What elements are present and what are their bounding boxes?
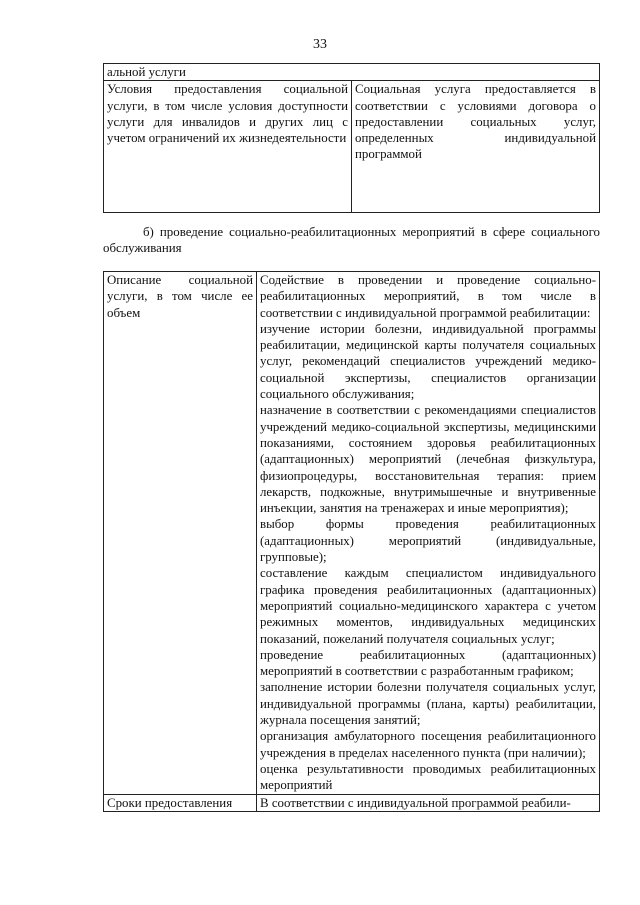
conditions-label: Условия предоставления социальной услуги, в том числе условия доступности услуги для инвалидов и других лиц с учетом ограничений их жизнедеятельности [104,81,352,213]
table-row [104,794,600,811]
description-paragraphs [260,272,596,794]
terms-label: Сроки предоставления [104,794,257,811]
description-paragraph: заполнение истории болезни получателя социальных услуг, индивидуальной программы (плана, карты) реабилитации, журнала посещения занятий; [260,680,596,728]
description-paragraph: Содействие в проведении и проведение социально-реабилитационных мероприятий, в том числе в соответствии с индивидуальной программой реабилитации: [260,273,596,320]
description-value [257,272,600,795]
description-paragraph: организация амбулаторного посещения реабилитационного учреждения в пределах населенного пункта (при наличии); [260,729,596,760]
section-heading: б) проведение социально-реабилитационных мероприятий в сфере социального обслуживания [103,225,600,256]
description-paragraph: выбор формы проведения реабилитационных (адаптационных) мероприятий (индивидуальные, групповые); [260,517,596,565]
page-number: 33 [313,37,327,52]
continuation-label: альной услуги [104,64,600,81]
rehabilitation-table [103,271,600,812]
description-paragraph: составление каждым специалистом индивидуального графика проведения реабилитационных (адаптационных) мероприятий социально-медицинского характера с учетом режимных моментов, индивидуальных медицинских показаний, пожеланий получателя социальных услуг; [260,566,596,646]
description-paragraph: изучение истории болезни, индивидуальной программы реабилитации, медицинской карты получателя социальных услуг, рекомендаций специалистов учреждений медико-социальной экспертизы, специалистов организации социального обслуживания; [260,321,596,402]
conditions-table [103,63,600,213]
table-row [104,272,600,795]
conditions-value: Социальная услуга предоставляется в соответствии с условиями договора о предоставлении социальных услуг, определенных индивидуальной программой [352,81,600,213]
terms-value: В соответствии с индивидуальной программой реабили- [257,794,600,811]
description-paragraph: проведение реабилитационных (адаптационных) мероприятий в соответствии с разработанным графиком; [260,647,596,679]
description-paragraph: назначение в соответствии с рекомендациями специалистов учреждений медико-социальной экспертизы, медицинскими показаниями, состоянием здоровья реабилитационных (адаптационных) мероприятий (лечебная физкультура, физиопроцедуры, восстановительная терапия: прием лекарств, подкожные, внутримышечные и внутривенные инъекции, занятия на тренажерах и иные мероприятия); [260,403,596,516]
description-paragraph: оценка результативности проводимых реабилитационных мероприятий [260,761,596,793]
description-label: Описание социальной услуги, в том числе ее объем [104,272,257,795]
table-row [104,64,600,81]
table-row [104,81,600,213]
